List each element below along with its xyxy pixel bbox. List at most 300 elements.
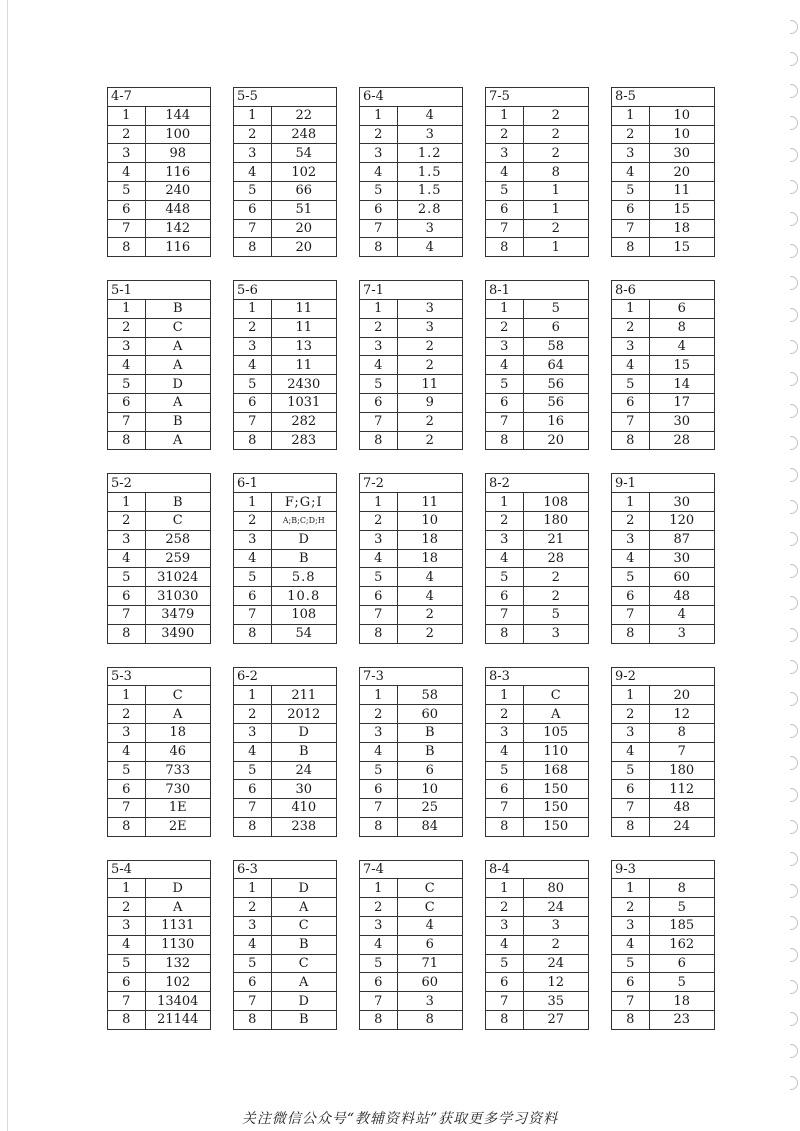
answer-value: 18 — [145, 723, 211, 742]
answer-value: 3 — [649, 624, 715, 643]
question-number: 3 — [486, 144, 524, 163]
answer-value: 150 — [523, 780, 589, 799]
table-row — [108, 144, 211, 163]
question-number: 8 — [486, 431, 524, 450]
table-row — [234, 705, 337, 724]
answer-value: 31030 — [145, 587, 211, 606]
table-title: 9-3 — [612, 860, 650, 879]
question-number: 4 — [486, 163, 524, 182]
table-row — [360, 163, 463, 182]
question-number: 7 — [108, 605, 146, 624]
answer-value: 258 — [145, 530, 211, 549]
table-header-row — [234, 88, 337, 107]
binding-ring — [790, 1012, 798, 1026]
table-row — [612, 761, 715, 780]
table-row — [360, 917, 463, 936]
answer-value: 11 — [397, 493, 463, 512]
binding-ring — [790, 148, 798, 162]
answer-value: 2 — [397, 605, 463, 624]
table-header-blank — [397, 860, 463, 879]
table-title: 5-1 — [108, 281, 146, 300]
table-row — [360, 375, 463, 394]
table-title: 5-2 — [108, 474, 146, 493]
table-row — [108, 238, 211, 257]
answer-value: 11 — [271, 299, 337, 318]
question-number: 7 — [486, 412, 524, 431]
question-number: 5 — [234, 375, 272, 394]
answer-value: 18 — [397, 530, 463, 549]
table-row — [108, 992, 211, 1011]
question-number: 6 — [360, 973, 398, 992]
question-number: 7 — [486, 799, 524, 818]
answer-value: 20 — [271, 219, 337, 238]
table-row — [234, 686, 337, 705]
binding-ring — [790, 788, 798, 802]
table-row — [234, 238, 337, 257]
table-row — [234, 549, 337, 568]
table-title: 7-2 — [360, 474, 398, 493]
question-number: 5 — [108, 181, 146, 200]
table-row — [486, 318, 589, 337]
table-header-row — [108, 474, 211, 493]
table-row — [360, 742, 463, 761]
answer-value: 4 — [649, 605, 715, 624]
binding-ring — [790, 692, 798, 706]
question-number: 3 — [612, 723, 650, 742]
table-row — [234, 568, 337, 587]
table-header-row — [612, 474, 715, 493]
table-header-blank — [271, 281, 337, 300]
answer-value: D — [145, 879, 211, 898]
question-number: 1 — [234, 299, 272, 318]
question-number: 6 — [612, 780, 650, 799]
table-row — [486, 973, 589, 992]
table-row — [360, 879, 463, 898]
question-number: 6 — [486, 393, 524, 412]
question-number: 3 — [234, 144, 272, 163]
question-number: 7 — [360, 219, 398, 238]
table-header-blank — [649, 474, 715, 493]
table-row — [486, 817, 589, 836]
table-row — [234, 742, 337, 761]
answer-value: 1.2 — [397, 144, 463, 163]
answer-value: 10 — [397, 780, 463, 799]
answer-value: 7 — [649, 742, 715, 761]
table-row — [234, 761, 337, 780]
table-row — [108, 493, 211, 512]
question-number: 7 — [108, 799, 146, 818]
question-number: 2 — [486, 705, 524, 724]
table-title: 8-3 — [486, 667, 524, 686]
table-row — [234, 337, 337, 356]
table-header-blank — [649, 88, 715, 107]
table-row — [486, 200, 589, 219]
table-row — [108, 761, 211, 780]
table-row — [486, 879, 589, 898]
table-row — [234, 587, 337, 606]
binding-ring — [790, 116, 798, 130]
answer-value: 240 — [145, 181, 211, 200]
table-row — [360, 761, 463, 780]
binding-ring — [790, 980, 798, 994]
answer-value: 1131 — [145, 917, 211, 936]
table-row — [108, 780, 211, 799]
table-title: 9-1 — [612, 474, 650, 493]
question-number: 6 — [234, 973, 272, 992]
answer-value: 13404 — [145, 992, 211, 1011]
answer-value: 11 — [271, 318, 337, 337]
question-number: 6 — [612, 393, 650, 412]
answer-value: 27 — [523, 1011, 589, 1030]
answer-value: 4 — [397, 106, 463, 125]
answer-value: 12 — [523, 973, 589, 992]
table-row — [486, 605, 589, 624]
question-number: 5 — [486, 375, 524, 394]
table-row — [108, 817, 211, 836]
question-number: 5 — [612, 375, 650, 394]
answer-value: 1.5 — [397, 163, 463, 182]
question-number: 1 — [108, 879, 146, 898]
question-number: 1 — [234, 686, 272, 705]
table-row — [234, 780, 337, 799]
question-number: 2 — [612, 125, 650, 144]
table-row — [612, 817, 715, 836]
table-header-row — [360, 88, 463, 107]
question-number: 6 — [612, 587, 650, 606]
answer-value: 56 — [523, 375, 589, 394]
question-number: 7 — [234, 605, 272, 624]
question-number: 5 — [360, 375, 398, 394]
answer-table — [485, 87, 589, 257]
binding-ring — [790, 820, 798, 834]
table-row — [360, 973, 463, 992]
answer-value: 54 — [271, 144, 337, 163]
answer-value: 120 — [649, 511, 715, 530]
table-header-blank — [649, 667, 715, 686]
question-number: 2 — [108, 898, 146, 917]
table-header-blank — [271, 860, 337, 879]
binding-rings — [788, 20, 800, 1110]
table-row — [234, 799, 337, 818]
answer-value: 102 — [145, 973, 211, 992]
table-row — [108, 935, 211, 954]
question-number: 1 — [360, 686, 398, 705]
answer-value: 2 — [397, 431, 463, 450]
table-row — [108, 686, 211, 705]
table-title: 7-5 — [486, 88, 524, 107]
table-row — [360, 723, 463, 742]
question-number: 2 — [360, 318, 398, 337]
answer-value: 60 — [397, 973, 463, 992]
question-number: 1 — [108, 493, 146, 512]
table-header-blank — [145, 474, 211, 493]
answer-value: 3479 — [145, 605, 211, 624]
answer-value: 24 — [271, 761, 337, 780]
table-row — [234, 181, 337, 200]
binding-ring — [790, 1044, 798, 1058]
answer-value: 282 — [271, 412, 337, 431]
question-number: 7 — [108, 992, 146, 1011]
answer-value: 30 — [271, 780, 337, 799]
answer-value: 4 — [649, 337, 715, 356]
question-number: 7 — [360, 605, 398, 624]
table-row — [234, 817, 337, 836]
question-number: 3 — [612, 530, 650, 549]
table-header-blank — [397, 88, 463, 107]
binding-ring — [790, 84, 798, 98]
table-title: 9-2 — [612, 667, 650, 686]
table-row — [486, 723, 589, 742]
question-number: 6 — [486, 200, 524, 219]
question-number: 6 — [486, 587, 524, 606]
question-number: 2 — [612, 318, 650, 337]
binding-ring — [790, 852, 798, 866]
question-number: 3 — [108, 723, 146, 742]
table-row — [486, 530, 589, 549]
question-number: 4 — [612, 163, 650, 182]
question-number: 7 — [486, 219, 524, 238]
question-number: 8 — [234, 624, 272, 643]
question-number: 6 — [612, 200, 650, 219]
table-row — [486, 587, 589, 606]
answer-value: 24 — [523, 954, 589, 973]
answer-value: 11 — [271, 356, 337, 375]
question-number: 5 — [360, 568, 398, 587]
question-number: 3 — [360, 917, 398, 936]
question-number: 4 — [234, 549, 272, 568]
question-number: 3 — [612, 337, 650, 356]
question-number: 7 — [234, 992, 272, 1011]
table-header-row — [486, 281, 589, 300]
question-number: 5 — [486, 954, 524, 973]
answer-value: 4 — [397, 238, 463, 257]
table-title: 6-3 — [234, 860, 272, 879]
question-number: 7 — [108, 412, 146, 431]
answer-value: 54 — [271, 624, 337, 643]
question-number: 3 — [360, 337, 398, 356]
question-number: 8 — [234, 817, 272, 836]
answer-value: 2430 — [271, 375, 337, 394]
question-number: 5 — [612, 181, 650, 200]
question-number: 8 — [360, 624, 398, 643]
question-number: 1 — [108, 106, 146, 125]
table-header-blank — [523, 88, 589, 107]
table-row — [486, 238, 589, 257]
answer-value: 100 — [145, 125, 211, 144]
answer-value: 31024 — [145, 568, 211, 587]
table-row — [612, 879, 715, 898]
table-header-blank — [145, 281, 211, 300]
table-row — [486, 624, 589, 643]
table-header-row — [612, 88, 715, 107]
table-row — [612, 125, 715, 144]
answer-value: 51 — [271, 200, 337, 219]
question-number: 2 — [234, 125, 272, 144]
question-number: 4 — [360, 356, 398, 375]
table-row — [486, 375, 589, 394]
answer-value: 14 — [649, 375, 715, 394]
question-number: 4 — [108, 742, 146, 761]
table-row — [234, 1011, 337, 1030]
answer-table — [233, 280, 337, 450]
answer-value: 71 — [397, 954, 463, 973]
table-header-row — [612, 667, 715, 686]
table-row — [360, 337, 463, 356]
question-number: 3 — [108, 144, 146, 163]
question-number: 7 — [360, 992, 398, 1011]
table-row — [486, 705, 589, 724]
question-number: 4 — [360, 935, 398, 954]
answer-value: 12 — [649, 705, 715, 724]
table-row — [108, 898, 211, 917]
answer-value: C — [145, 511, 211, 530]
answer-value: 2.8 — [397, 200, 463, 219]
table-title: 8-1 — [486, 281, 524, 300]
question-number: 4 — [108, 549, 146, 568]
answer-value: B — [271, 742, 337, 761]
answer-value: 23 — [649, 1011, 715, 1030]
answer-value: 17 — [649, 393, 715, 412]
table-header-blank — [145, 667, 211, 686]
table-row — [108, 219, 211, 238]
answer-value: D — [271, 992, 337, 1011]
question-number: 5 — [360, 954, 398, 973]
binding-ring — [790, 340, 798, 354]
table-header-row — [108, 860, 211, 879]
table-row — [234, 917, 337, 936]
table-row — [486, 144, 589, 163]
table-row — [234, 973, 337, 992]
answer-value: 410 — [271, 799, 337, 818]
question-number: 7 — [486, 605, 524, 624]
question-number: 2 — [486, 125, 524, 144]
answer-value: 6 — [397, 935, 463, 954]
table-row — [360, 219, 463, 238]
table-title: 6-4 — [360, 88, 398, 107]
question-number: 5 — [360, 181, 398, 200]
table-row — [612, 605, 715, 624]
question-number: 8 — [486, 1011, 524, 1030]
question-number: 1 — [612, 299, 650, 318]
question-number: 1 — [234, 106, 272, 125]
table-row — [234, 493, 337, 512]
table-row — [360, 125, 463, 144]
answer-value: 24 — [523, 898, 589, 917]
answer-value: C — [271, 954, 337, 973]
question-number: 3 — [360, 144, 398, 163]
table-row — [360, 200, 463, 219]
question-number: 1 — [612, 106, 650, 125]
question-number: 1 — [486, 686, 524, 705]
table-row — [360, 356, 463, 375]
table-row — [486, 954, 589, 973]
answer-value: 1 — [523, 238, 589, 257]
binding-ring — [790, 884, 798, 898]
question-number: 8 — [234, 1011, 272, 1030]
answer-value: 2 — [523, 935, 589, 954]
question-number: 7 — [612, 992, 650, 1011]
question-number: 4 — [486, 935, 524, 954]
table-row — [234, 530, 337, 549]
table-row — [612, 568, 715, 587]
answer-value: 168 — [523, 761, 589, 780]
question-number: 1 — [486, 879, 524, 898]
question-number: 4 — [486, 549, 524, 568]
table-row — [612, 530, 715, 549]
binding-ring — [790, 212, 798, 226]
question-number: 5 — [108, 375, 146, 394]
answer-value: 102 — [271, 163, 337, 182]
answer-value: 20 — [271, 238, 337, 257]
question-number: 8 — [360, 431, 398, 450]
table-row — [360, 898, 463, 917]
table-row — [234, 624, 337, 643]
question-number: 8 — [108, 1011, 146, 1030]
answer-value: 1130 — [145, 935, 211, 954]
table-row — [234, 144, 337, 163]
answer-value: 2012 — [271, 705, 337, 724]
question-number: 1 — [486, 493, 524, 512]
table-row — [234, 605, 337, 624]
table-row — [612, 723, 715, 742]
table-row — [612, 686, 715, 705]
answer-value: 4 — [397, 917, 463, 936]
table-title: 8-6 — [612, 281, 650, 300]
table-row — [360, 412, 463, 431]
answer-table — [233, 87, 337, 257]
table-row — [612, 624, 715, 643]
table-row — [108, 1011, 211, 1030]
answer-value: 8 — [397, 1011, 463, 1030]
answer-value: 162 — [649, 935, 715, 954]
question-number: 5 — [234, 761, 272, 780]
table-row — [234, 163, 337, 182]
answer-value: 4 — [397, 587, 463, 606]
table-title: 7-3 — [360, 667, 398, 686]
table-row — [612, 780, 715, 799]
table-row — [486, 761, 589, 780]
table-row — [234, 431, 337, 450]
answer-value: 3 — [397, 299, 463, 318]
binding-ring — [790, 372, 798, 386]
table-row — [612, 973, 715, 992]
table-row — [234, 125, 337, 144]
question-number: 4 — [612, 549, 650, 568]
table-row — [360, 144, 463, 163]
table-row — [108, 605, 211, 624]
table-row — [360, 431, 463, 450]
table-row — [486, 431, 589, 450]
binding-ring — [790, 1076, 798, 1090]
question-number: 6 — [234, 393, 272, 412]
question-number: 8 — [360, 817, 398, 836]
table-header-blank — [271, 667, 337, 686]
question-number: 6 — [360, 780, 398, 799]
question-number: 8 — [612, 238, 650, 257]
table-row — [486, 511, 589, 530]
table-row — [612, 431, 715, 450]
table-row — [612, 299, 715, 318]
answer-value: C — [397, 879, 463, 898]
question-number: 1 — [234, 879, 272, 898]
question-number: 6 — [360, 200, 398, 219]
question-number: 2 — [612, 705, 650, 724]
question-number: 4 — [486, 356, 524, 375]
table-row — [360, 817, 463, 836]
answer-value: 2 — [397, 337, 463, 356]
question-number: 8 — [486, 817, 524, 836]
answer-value: B — [271, 1011, 337, 1030]
